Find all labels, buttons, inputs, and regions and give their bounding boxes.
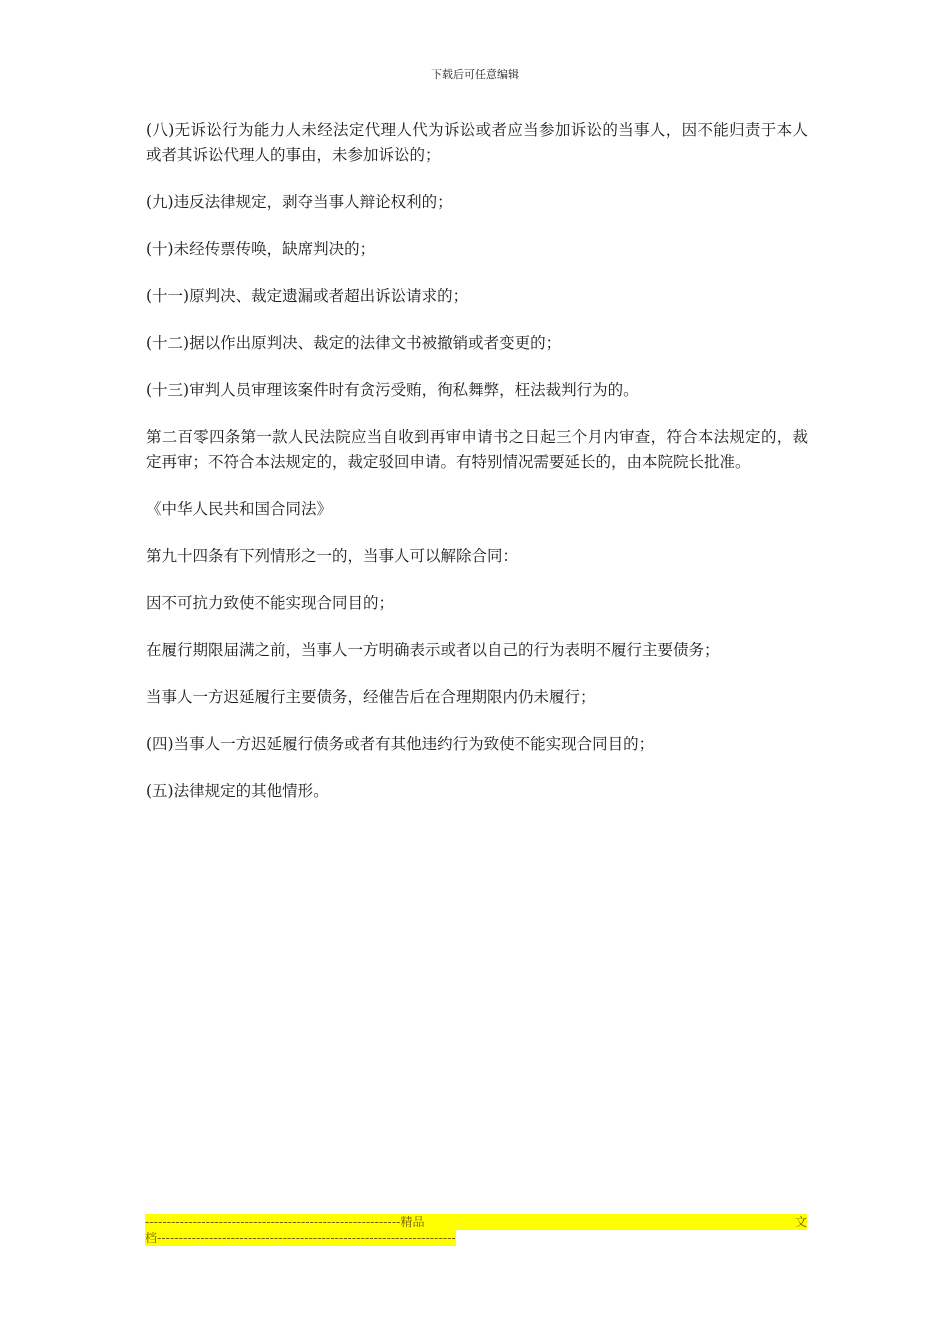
paragraph-9: (九)违反法律规定，剥夺当事人辩论权利的； [146,193,453,211]
clause-2: 在履行期限届满之前，当事人一方明确表示或者以自己的行为表明不履行主要债务； [146,641,720,659]
footer-char-dang: 档 [145,1231,158,1245]
footer-banner [145,1214,807,1246]
paragraph-13: (十三)审判人员审理该案件时有贪污受贿，徇私舞弊，枉法裁判行为的。 [146,381,639,399]
paragraph-10: (十)未经传票传唤，缺席判决的； [146,240,376,258]
paragraph-12: (十二)据以作出原判决、裁定的法律文书被撤销或者变更的； [146,334,562,352]
footer-dashes-left: ----------------------------------------------------------- [145,1215,401,1229]
clause-1: 因不可抗力致使不能实现合同目的； [146,594,395,612]
clause-5: (五)法律规定的其他情形。 [146,782,329,800]
header-note: 下载后可任意编辑 [431,68,519,81]
footer-char-wen: 文 [794,1215,807,1229]
footer-spacer [425,1214,795,1230]
clause-3: 当事人一方迟延履行主要债务，经催告后在合理期限内仍未履行； [146,688,596,706]
footer-line-2 [145,1230,456,1246]
clause-4: (四)当事人一方迟延履行债务或者有其他违约行为致使不能实现合同目的； [146,735,655,753]
article-94-paragraph: 第九十四条有下列情形之一的，当事人可以解除合同： [146,547,519,565]
article-204-paragraph: 第二百零四条第一款人民法院应当自收到再审申请书之日起三个月内审查，符合本法规定的，裁定再审；不符合本法规定的，裁定驳回申请。有特别情况需要延长的，由本院院长批准。 [146,428,808,471]
contract-law-title: 《中华人民共和国合同法》 [146,500,333,518]
footer-line-1 [145,1214,807,1230]
footer-char-pin: 品 [412,1215,425,1229]
footer-char-jing: 精 [400,1215,413,1229]
footer-dashes-bottom: --------------------------------------------------------------------- [157,1231,456,1245]
paragraph-8: (八)无诉讼行为能力人未经法定代理人代为诉讼或者应当参加诉讼的当事人，因不能归责于本人或者其诉讼代理人的事由，未参加诉讼的； [146,121,808,164]
paragraph-11: (十一)原判决、裁定遗漏或者超出诉讼请求的； [146,287,469,305]
document-body [146,118,808,826]
